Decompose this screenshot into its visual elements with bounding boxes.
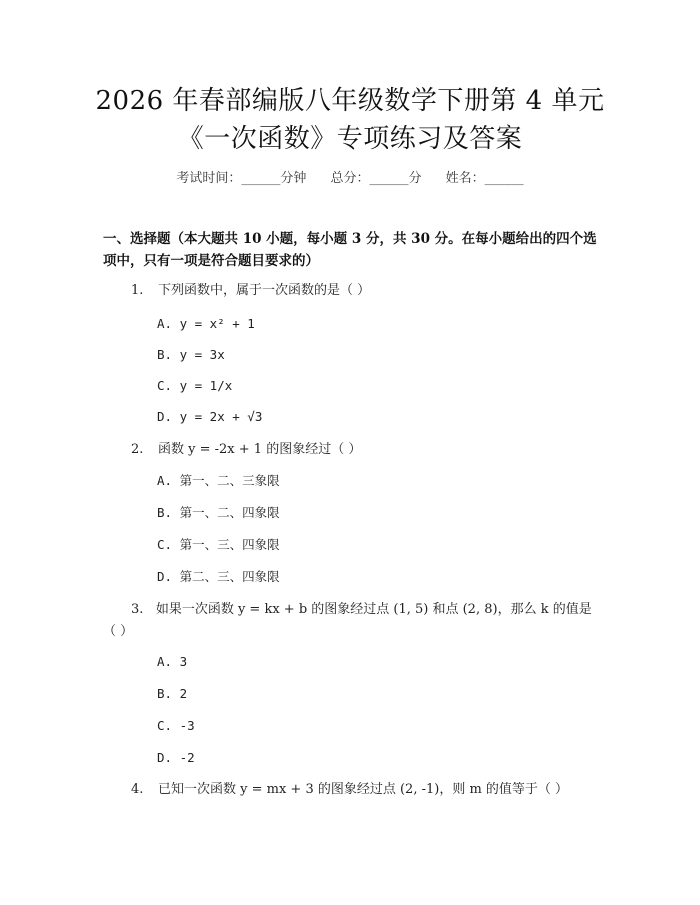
question-1 xyxy=(103,280,598,302)
page-title-line-2: 《一次函数》专项练习及答案 xyxy=(177,124,523,154)
question-text: 函数 y = -2x + 1 的图象经过（ ） xyxy=(158,442,362,457)
option-b: B. y = 3x xyxy=(157,347,225,362)
option-c: C. y = 1/x xyxy=(157,378,233,393)
option-a: A. y = x² + 1 xyxy=(157,316,255,331)
option-c: C. -3 xyxy=(157,718,195,733)
option-b: B. 2 xyxy=(157,686,188,701)
exam-total-score: 总分：______分 xyxy=(330,171,422,186)
question-4 xyxy=(103,779,598,801)
option-a: A. 第一、二、三象限 xyxy=(157,473,280,488)
option-d: D. 第二、三、四象限 xyxy=(157,569,280,584)
question-number: 2. xyxy=(131,442,144,457)
exam-meta xyxy=(0,167,700,186)
student-name: 姓名：______ xyxy=(445,171,524,186)
option-d: D. y = 2x + √3 xyxy=(157,409,263,424)
question-number: 4. xyxy=(131,782,144,797)
question-text: 如果一次函数 y = kx + b 的图象经过点 (1, 5) 和点 (2, 8)，那么 k 的值是（ ） xyxy=(103,602,592,639)
option-d: D. -2 xyxy=(157,750,195,765)
question-text: 下列函数中，属于一次函数的是（ ） xyxy=(158,283,371,298)
page-title-line-1: 2026 年春部编版八年级数学下册第 4 单元 xyxy=(95,86,605,116)
section-heading: 一、选择题（本大题共 10 小题，每小题 3 分，共 30 分。在每小题给出的四个选项中，只有一项是符合题目要求的） xyxy=(103,231,597,269)
question-text: 已知一次函数 y = mx + 3 的图象经过点 (2, -1)，则 m 的值等于（ ） xyxy=(158,782,569,797)
question-number: 1. xyxy=(131,283,144,298)
option-b: B. 第一、二、四象限 xyxy=(157,505,280,520)
option-c: C. 第一、三、四象限 xyxy=(157,537,280,552)
exam-time: 考试时间：______分钟 xyxy=(176,171,307,186)
option-a: A. 3 xyxy=(157,654,188,669)
question-3 xyxy=(103,599,598,643)
question-2 xyxy=(103,439,598,461)
question-number: 3. xyxy=(131,602,144,617)
